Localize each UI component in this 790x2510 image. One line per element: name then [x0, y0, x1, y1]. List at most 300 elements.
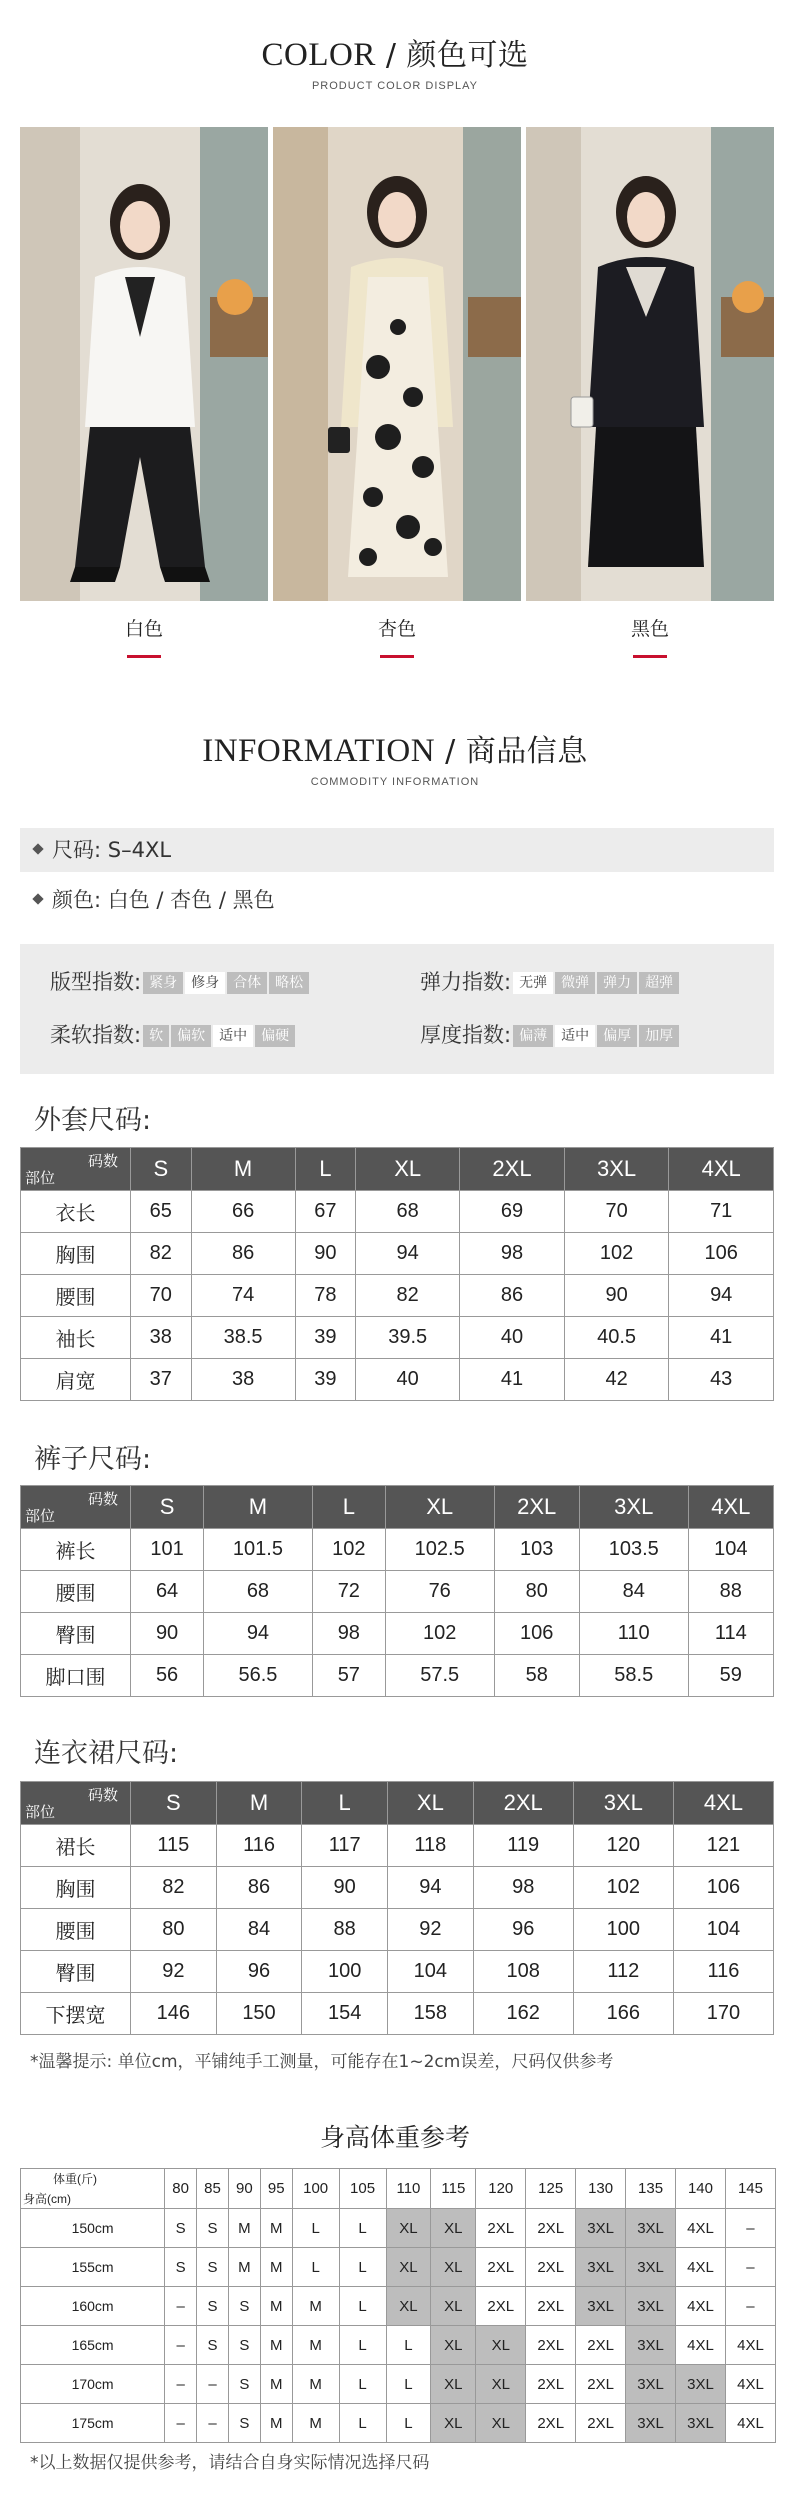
corner-cell: [21, 1486, 131, 1529]
table-cell: 56.5: [204, 1655, 313, 1697]
table-cell: L: [292, 2209, 339, 2248]
table-cell: M: [228, 2248, 260, 2287]
table-cell: 106: [673, 1867, 773, 1909]
table-cell: 39: [295, 1359, 356, 1401]
table-cell: 38.5: [191, 1317, 295, 1359]
table-cell: 82: [131, 1233, 192, 1275]
color-title-en: COLOR: [261, 37, 376, 73]
fit-index: [50, 966, 309, 996]
table-cell: XL: [431, 2248, 476, 2287]
table-cell: 146: [131, 1993, 217, 2035]
index-option-chip: 适中: [555, 1025, 595, 1047]
table-row: [21, 1613, 774, 1655]
size-header-row: [21, 1486, 774, 1529]
table-cell: 86: [191, 1233, 295, 1275]
row-header-cell: 胸围: [21, 1233, 131, 1275]
table-cell: 110: [579, 1613, 688, 1655]
table-cell: 100: [302, 1951, 388, 1993]
table-cell: 98: [460, 1233, 565, 1275]
apricot-outfit-photo[interactable]: [273, 127, 521, 601]
table-cell: 112: [573, 1951, 673, 1993]
table-cell: L: [339, 2326, 386, 2365]
size-range-bar: [20, 828, 774, 872]
table-cell: XL: [386, 2209, 431, 2248]
table-cell: 88: [688, 1571, 773, 1613]
table-cell: M: [260, 2248, 292, 2287]
table-cell: 154: [302, 1993, 388, 2035]
weight-header-cell: 95: [260, 2169, 292, 2209]
diamond-bullet-icon: [32, 843, 43, 854]
table-row: [21, 1275, 774, 1317]
table-cell: 90: [302, 1867, 388, 1909]
table-cell: 2XL: [526, 2209, 576, 2248]
table-cell: XL: [386, 2248, 431, 2287]
table-cell: 162: [473, 1993, 573, 2035]
size-header-cell: M: [191, 1148, 295, 1191]
elastic-index-label: 弹力指数:: [420, 970, 512, 994]
dress-size-table: [20, 1781, 774, 2035]
index-option-chip: 紧身: [143, 972, 183, 994]
table-cell: L: [292, 2248, 339, 2287]
table-cell: 117: [302, 1825, 388, 1867]
table-cell: 58.5: [579, 1655, 688, 1697]
table-cell: 3XL: [576, 2287, 626, 2326]
table-cell: 150: [216, 1993, 302, 2035]
size-header-cell: 2XL: [494, 1486, 579, 1529]
table-cell: 37: [131, 1359, 192, 1401]
table-cell: 41: [460, 1359, 565, 1401]
table-cell: 102: [564, 1233, 669, 1275]
elastic-index: [420, 966, 679, 996]
row-header-cell: 腰围: [21, 1571, 131, 1613]
table-row: [21, 1993, 774, 2035]
info-title-en: INFORMATION: [202, 733, 436, 769]
table-cell: 102: [312, 1529, 385, 1571]
white-outfit-photo[interactable]: [20, 127, 268, 601]
table-row: [21, 2326, 776, 2365]
table-cell: 76: [385, 1571, 494, 1613]
table-row: [21, 1655, 774, 1697]
height-cell: 175cm: [21, 2404, 165, 2443]
height-weight-title: 身高体重参考: [319, 2123, 470, 2152]
table-cell: 4XL: [725, 2365, 775, 2404]
table-cell: 64: [131, 1571, 204, 1613]
table-cell: 116: [673, 1951, 773, 1993]
table-cell: S: [228, 2404, 260, 2443]
table-cell: XL: [476, 2365, 526, 2404]
jacket-size-table: [20, 1147, 774, 1401]
table-cell: 94: [356, 1233, 460, 1275]
size-header-cell: 2XL: [473, 1782, 573, 1825]
size-header-cell: L: [312, 1486, 385, 1529]
table-row: [21, 2365, 776, 2404]
table-cell: S: [197, 2209, 229, 2248]
table-cell: S: [197, 2287, 229, 2326]
table-cell: 102.5: [385, 1529, 494, 1571]
table-cell: L: [386, 2326, 431, 2365]
size-header-cell: L: [295, 1148, 356, 1191]
table-cell: 39: [295, 1317, 356, 1359]
table-cell: 2XL: [526, 2248, 576, 2287]
color-options-bar: [20, 878, 774, 922]
table-cell: 100: [573, 1909, 673, 1951]
row-header-cell: 裙长: [21, 1825, 131, 1867]
table-row: [21, 1825, 774, 1867]
thickness-index: [420, 1019, 679, 1049]
diamond-bullet-icon: [32, 893, 43, 904]
table-row: [21, 2404, 776, 2443]
weight-header-row: [21, 2169, 776, 2209]
table-cell: 4XL: [725, 2404, 775, 2443]
table-cell: –: [725, 2248, 775, 2287]
table-cell: 116: [216, 1825, 302, 1867]
color-options-text: 颜色: 白色 / 杏色 / 黑色: [52, 888, 275, 912]
table-cell: M: [292, 2404, 339, 2443]
table-cell: 70: [564, 1191, 669, 1233]
size-header-cell: M: [204, 1486, 313, 1529]
table-cell: 96: [473, 1909, 573, 1951]
table-cell: 104: [688, 1529, 773, 1571]
table-cell: 108: [473, 1951, 573, 1993]
size-header-cell: 4XL: [669, 1148, 774, 1191]
table-cell: 4XL: [676, 2248, 726, 2287]
table-cell: 115: [131, 1825, 217, 1867]
table-cell: 68: [356, 1191, 460, 1233]
size-range-text: 尺码: S–4XL: [52, 838, 172, 862]
table-cell: 106: [494, 1613, 579, 1655]
row-header-cell: 袖长: [21, 1317, 131, 1359]
table-cell: 4XL: [676, 2209, 726, 2248]
table-cell: 58: [494, 1655, 579, 1697]
weight-header-cell: 140: [676, 2169, 726, 2209]
table-cell: M: [260, 2287, 292, 2326]
table-cell: 82: [356, 1275, 460, 1317]
table-cell: 59: [688, 1655, 773, 1697]
table-cell: –: [165, 2365, 197, 2404]
table-cell: 2XL: [576, 2326, 626, 2365]
table-cell: –: [197, 2365, 229, 2404]
pants-size-table: [20, 1485, 774, 1697]
black-outfit-photo[interactable]: [526, 127, 774, 601]
color-label-black: 黑色: [630, 618, 669, 640]
table-cell: S: [197, 2248, 229, 2287]
table-cell: 70: [131, 1275, 192, 1317]
row-header-cell: 衣长: [21, 1191, 131, 1233]
index-option-chip: 修身: [185, 972, 225, 994]
table-cell: 3XL: [676, 2365, 726, 2404]
table-cell: 170: [673, 1993, 773, 2035]
table-cell: –: [725, 2287, 775, 2326]
table-cell: 40.5: [564, 1317, 669, 1359]
corner-top-label: 码数: [87, 1787, 118, 1804]
size-header-cell: 2XL: [460, 1148, 565, 1191]
table-cell: 3XL: [576, 2209, 626, 2248]
table-cell: XL: [431, 2209, 476, 2248]
table-cell: 86: [216, 1867, 302, 1909]
table-cell: 57.5: [385, 1655, 494, 1697]
table-cell: 41: [669, 1317, 774, 1359]
table-row: [21, 1951, 774, 1993]
color-caption-black[interactable]: [526, 614, 774, 658]
table-row: [21, 1233, 774, 1275]
table-cell: S: [165, 2248, 197, 2287]
table-row: [21, 1571, 774, 1613]
table-cell: 2XL: [526, 2287, 576, 2326]
row-header-cell: 下摆宽: [21, 1993, 131, 2035]
table-row: [21, 1191, 774, 1233]
row-header-cell: 腰围: [21, 1275, 131, 1317]
table-cell: 65: [131, 1191, 192, 1233]
color-section-header: [0, 30, 790, 92]
index-option-chip: 超弹: [639, 972, 679, 994]
size-header-cell: 3XL: [579, 1486, 688, 1529]
table-cell: 4XL: [725, 2326, 775, 2365]
table-cell: XL: [476, 2404, 526, 2443]
table-cell: XL: [386, 2287, 431, 2326]
softness-index-label: 柔软指数:: [50, 1023, 142, 1047]
table-cell: 104: [673, 1909, 773, 1951]
table-cell: 40: [356, 1359, 460, 1401]
table-cell: 42: [564, 1359, 669, 1401]
table-cell: M: [292, 2365, 339, 2404]
table-cell: 68: [204, 1571, 313, 1613]
table-cell: 103.5: [579, 1529, 688, 1571]
weight-header-cell: 130: [576, 2169, 626, 2209]
table-row: [21, 1359, 774, 1401]
table-cell: 2XL: [476, 2287, 526, 2326]
table-row: [21, 1317, 774, 1359]
info-section-header: [0, 726, 790, 788]
table-cell: –: [725, 2209, 775, 2248]
table-cell: 56: [131, 1655, 204, 1697]
table-cell: M: [228, 2209, 260, 2248]
size-header-cell: S: [131, 1148, 192, 1191]
table-cell: 84: [579, 1571, 688, 1613]
weight-header-cell: 145: [725, 2169, 775, 2209]
weight-header-cell: 125: [526, 2169, 576, 2209]
info-title-cn: / 商品信息: [435, 734, 588, 769]
table-cell: 38: [191, 1359, 295, 1401]
weight-header-cell: 90: [228, 2169, 260, 2209]
table-cell: L: [339, 2404, 386, 2443]
table-cell: XL: [431, 2326, 476, 2365]
table-cell: 2XL: [526, 2326, 576, 2365]
table-cell: XL: [476, 2326, 526, 2365]
jacket-size-title: 外套尺码:: [34, 1105, 152, 1136]
table-cell: 88: [302, 1909, 388, 1951]
corner-cell: [21, 1782, 131, 1825]
corner-top-label: 体重(斤): [53, 2172, 97, 2186]
table-cell: 78: [295, 1275, 356, 1317]
thickness-index-label: 厚度指数:: [420, 1023, 512, 1047]
weight-header-cell: 85: [197, 2169, 229, 2209]
table-cell: L: [386, 2365, 431, 2404]
table-cell: 84: [216, 1909, 302, 1951]
table-cell: XL: [431, 2287, 476, 2326]
size-header-cell: S: [131, 1782, 217, 1825]
table-cell: 38: [131, 1317, 192, 1359]
index-option-chip: 适中: [213, 1025, 253, 1047]
table-cell: 90: [295, 1233, 356, 1275]
info-subtitle: COMMODITY INFORMATION: [310, 776, 480, 788]
table-cell: –: [165, 2404, 197, 2443]
caption-underline: [633, 655, 667, 658]
size-header-cell: 4XL: [673, 1782, 773, 1825]
height-cell: 165cm: [21, 2326, 165, 2365]
table-cell: –: [165, 2287, 197, 2326]
row-header-cell: 腰围: [21, 1909, 131, 1951]
table-cell: 40: [460, 1317, 565, 1359]
corner-bottom-label: 身高(cm): [23, 2192, 71, 2206]
table-cell: 2XL: [576, 2365, 626, 2404]
table-cell: M: [260, 2404, 292, 2443]
table-cell: 3XL: [626, 2248, 676, 2287]
color-title-cn: / 颜色可选: [375, 38, 529, 73]
table-cell: 2XL: [576, 2404, 626, 2443]
table-cell: 94: [669, 1275, 774, 1317]
height-cell: 160cm: [21, 2287, 165, 2326]
table-cell: 3XL: [626, 2287, 676, 2326]
softness-index: [50, 1019, 295, 1049]
table-row: [21, 2209, 776, 2248]
table-cell: M: [292, 2326, 339, 2365]
height-cell: 150cm: [21, 2209, 165, 2248]
table-cell: 102: [573, 1867, 673, 1909]
size-header-cell: 3XL: [573, 1782, 673, 1825]
table-cell: 2XL: [476, 2248, 526, 2287]
weight-header-cell: 80: [165, 2169, 197, 2209]
table-cell: 4XL: [676, 2287, 726, 2326]
table-cell: S: [228, 2326, 260, 2365]
index-option-chip: 偏硬: [255, 1025, 295, 1047]
caption-underline: [380, 655, 414, 658]
table-cell: 166: [573, 1993, 673, 2035]
height-cell: 155cm: [21, 2248, 165, 2287]
table-cell: 106: [669, 1233, 774, 1275]
table-cell: S: [165, 2209, 197, 2248]
table-cell: 3XL: [626, 2326, 676, 2365]
weight-header-cell: 120: [476, 2169, 526, 2209]
table-cell: 82: [131, 1867, 217, 1909]
row-header-cell: 肩宽: [21, 1359, 131, 1401]
table-cell: 92: [131, 1951, 217, 1993]
color-caption-apricot[interactable]: [273, 614, 521, 658]
weight-header-cell: 100: [292, 2169, 339, 2209]
table-cell: 39.5: [356, 1317, 460, 1359]
table-cell: 94: [204, 1613, 313, 1655]
weight-header-cell: 110: [386, 2169, 431, 2209]
table-cell: 2XL: [526, 2404, 576, 2443]
row-header-cell: 臀围: [21, 1613, 131, 1655]
table-cell: XL: [431, 2365, 476, 2404]
size-header-cell: XL: [388, 1782, 474, 1825]
size-header-row: [21, 1782, 774, 1825]
size-header-cell: 4XL: [688, 1486, 773, 1529]
table-cell: S: [228, 2365, 260, 2404]
table-cell: 4XL: [676, 2326, 726, 2365]
corner-bottom-label: 部位: [25, 1170, 56, 1187]
table-cell: 80: [131, 1909, 217, 1951]
table-cell: 90: [564, 1275, 669, 1317]
size-header-cell: 3XL: [564, 1148, 669, 1191]
caption-underline: [127, 655, 161, 658]
table-cell: 69: [460, 1191, 565, 1233]
table-cell: 3XL: [626, 2365, 676, 2404]
table-cell: –: [197, 2404, 229, 2443]
index-option-chip: 微弹: [555, 972, 595, 994]
corner-top-label: 码数: [87, 1153, 118, 1170]
table-cell: M: [260, 2209, 292, 2248]
table-cell: 3XL: [626, 2404, 676, 2443]
corner-bottom-label: 部位: [25, 1804, 56, 1821]
height-cell: 170cm: [21, 2365, 165, 2404]
table-cell: 67: [295, 1191, 356, 1233]
table-cell: 158: [388, 1993, 474, 2035]
color-photo-gallery: [20, 127, 774, 601]
corner-bottom-label: 部位: [25, 1508, 56, 1525]
table-cell: 74: [191, 1275, 295, 1317]
index-option-chip: 软: [143, 1025, 169, 1047]
size-header-cell: XL: [385, 1486, 494, 1529]
row-header-cell: 臀围: [21, 1951, 131, 1993]
table-row: [21, 2287, 776, 2326]
table-cell: –: [165, 2326, 197, 2365]
color-subtitle: PRODUCT COLOR DISPLAY: [311, 80, 479, 92]
table-row: [21, 1909, 774, 1951]
table-cell: 102: [385, 1613, 494, 1655]
table-cell: 118: [388, 1825, 474, 1867]
table-cell: 72: [312, 1571, 385, 1613]
height-weight-table: [20, 2168, 776, 2443]
table-cell: 57: [312, 1655, 385, 1697]
table-cell: 101: [131, 1529, 204, 1571]
size-header-cell: S: [131, 1486, 204, 1529]
table-cell: XL: [431, 2404, 476, 2443]
fabric-index-panel: [20, 944, 774, 1074]
table-cell: 43: [669, 1359, 774, 1401]
table-cell: 2XL: [476, 2209, 526, 2248]
index-option-chip: 偏厚: [597, 1025, 637, 1047]
index-option-chip: 偏薄: [513, 1025, 553, 1047]
table-cell: S: [228, 2287, 260, 2326]
table-cell: 3XL: [676, 2404, 726, 2443]
index-option-chip: 无弹: [513, 972, 553, 994]
table-cell: 71: [669, 1191, 774, 1233]
table-cell: 98: [312, 1613, 385, 1655]
table-cell: L: [339, 2209, 386, 2248]
index-option-chip: 略松: [269, 972, 309, 994]
table-cell: 98: [473, 1867, 573, 1909]
size-header-cell: M: [216, 1782, 302, 1825]
table-cell: L: [339, 2365, 386, 2404]
fit-index-label: 版型指数:: [50, 970, 142, 994]
table-cell: 2XL: [526, 2365, 576, 2404]
weight-header-cell: 135: [626, 2169, 676, 2209]
table-row: [21, 1867, 774, 1909]
table-cell: 119: [473, 1825, 573, 1867]
table-cell: 80: [494, 1571, 579, 1613]
table-cell: L: [386, 2404, 431, 2443]
table-cell: S: [197, 2326, 229, 2365]
corner-cell: [21, 1148, 131, 1191]
color-caption-white[interactable]: [20, 614, 268, 658]
weight-header-cell: 115: [431, 2169, 476, 2209]
table-cell: 66: [191, 1191, 295, 1233]
table-cell: 114: [688, 1613, 773, 1655]
table-cell: L: [339, 2287, 386, 2326]
table-cell: 96: [216, 1951, 302, 1993]
table-cell: M: [292, 2287, 339, 2326]
